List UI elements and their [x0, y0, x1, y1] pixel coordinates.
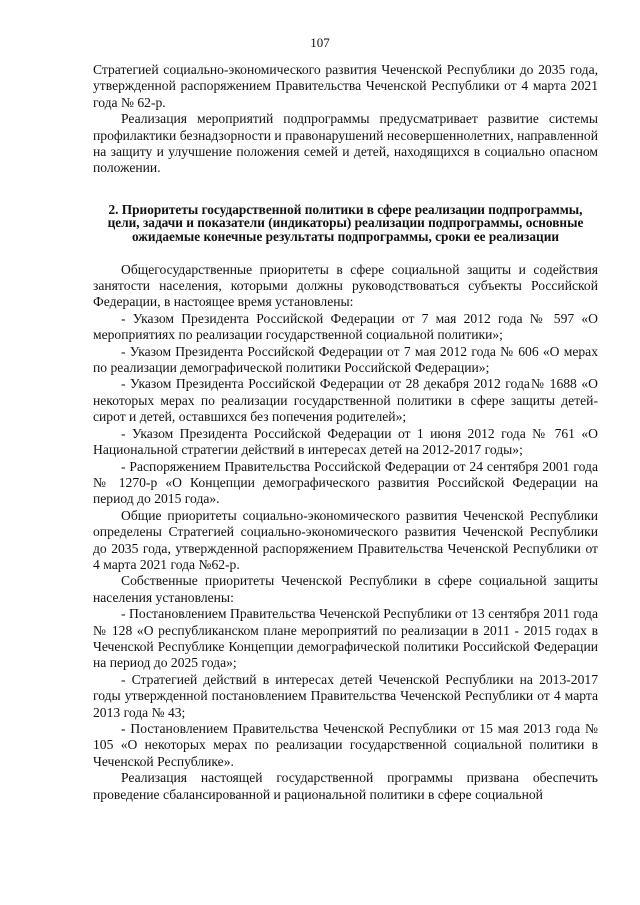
list-item-decree: - Указом Президента Российской Федерации от 1 июня 2012 года № 761 «О Национальной стратегии действий в интересах детей на 2012-2017 годы»;	[93, 425, 598, 458]
list-item-resolution: - Постановлением Правительства Чеченской Республики от 13 сентября 2011 года № 128 «О республиканском плане мероприятий по реализации в 2011 - 2015 годах в Чеченской Республике Концепции демографической политики Российской Федерации на период до 2025 года»;	[93, 606, 598, 671]
list-item-strategy: - Стратегией действий в интересах детей Чеченской Республики на 2013-2017 годы утвержденной постановлением Правительства Чеченской Республики от 4 марта 2013 года № 43;	[93, 671, 598, 720]
paragraph-top-1: Стратегией социально-экономического развития Чеченской Республики до 2035 года, утвержденной распоряжением Правительства Чеченской Республики от 4 марта 2021 года № 62-р.	[93, 62, 598, 110]
page-number: 107	[310, 35, 330, 50]
section-heading: 2. Приоритеты государственной политики в сфере реализации подпрограммы, цели, задачи и показатели (индикаторы) реализации подпрограммы, основные ожидаемые конечные результаты подпрограммы, сроки ее реализации	[107, 201, 584, 245]
list-item-decree: - Указом Президента Российской Федерации от 7 мая 2012 года № 597 «О мероприятиях по реализации государственной социальной политики»;	[93, 310, 598, 343]
list-item-resolution: - Постановлением Правительства Чеченской Республики от 15 мая 2013 года № 105 «О некоторых мерах по реализации государственной социальной политики в Чеченской Республике».	[93, 721, 598, 769]
paragraph-top-2: Реализация мероприятий подпрограммы предусматривает развитие системы профилактики безнадзорности и правонарушений несовершеннолетних, направленной на защиту и улучшение положения семей и детей, находящихся в социально опасном положении.	[93, 111, 598, 176]
paragraph: Реализация настоящей государственной программы призвана обеспечить проведение сбалансированной и рациональной политики в сфере социальной	[93, 770, 598, 802]
list-item-decree: - Указом Президента Российской Федерации от 28 декабря 2012 года№ 1688 «О некоторых мерах по реализации государственной политики в сфере защиты детей-сирот и детей, оставшихся без попечения родителей»;	[93, 376, 598, 425]
paragraph: Общегосударственные приоритеты в сфере социальной защиты и содействия занятости населения, которыми должны руководствоваться субъекты Российской Федерации, в настоящее время установлены:	[93, 261, 598, 310]
page-body	[93, 62, 598, 803]
list-item-decree: - Распоряжением Правительства Российской Федерации от 24 сентября 2001 года № 1270-р «О Концепции демографического развития Российской Федерации на период до 2015 года».	[93, 458, 598, 507]
list-item-decree: - Указом Президента Российской Федерации от 7 мая 2012 года № 606 «О мерах по реализации демографической политики Российской Федерации»;	[93, 343, 598, 376]
paragraph: Собственные приоритеты Чеченской Республики в сфере социальной защиты населения установлены:	[93, 573, 598, 605]
paragraph: Общие приоритеты социально-экономического развития Чеченской Республики определены Стратегией социально-экономического развития Чеченской Республики до 2035 года, утвержденной распоряжением Правительства Чеченской Республики от 4 марта 2021 года №62-р.	[93, 507, 598, 572]
